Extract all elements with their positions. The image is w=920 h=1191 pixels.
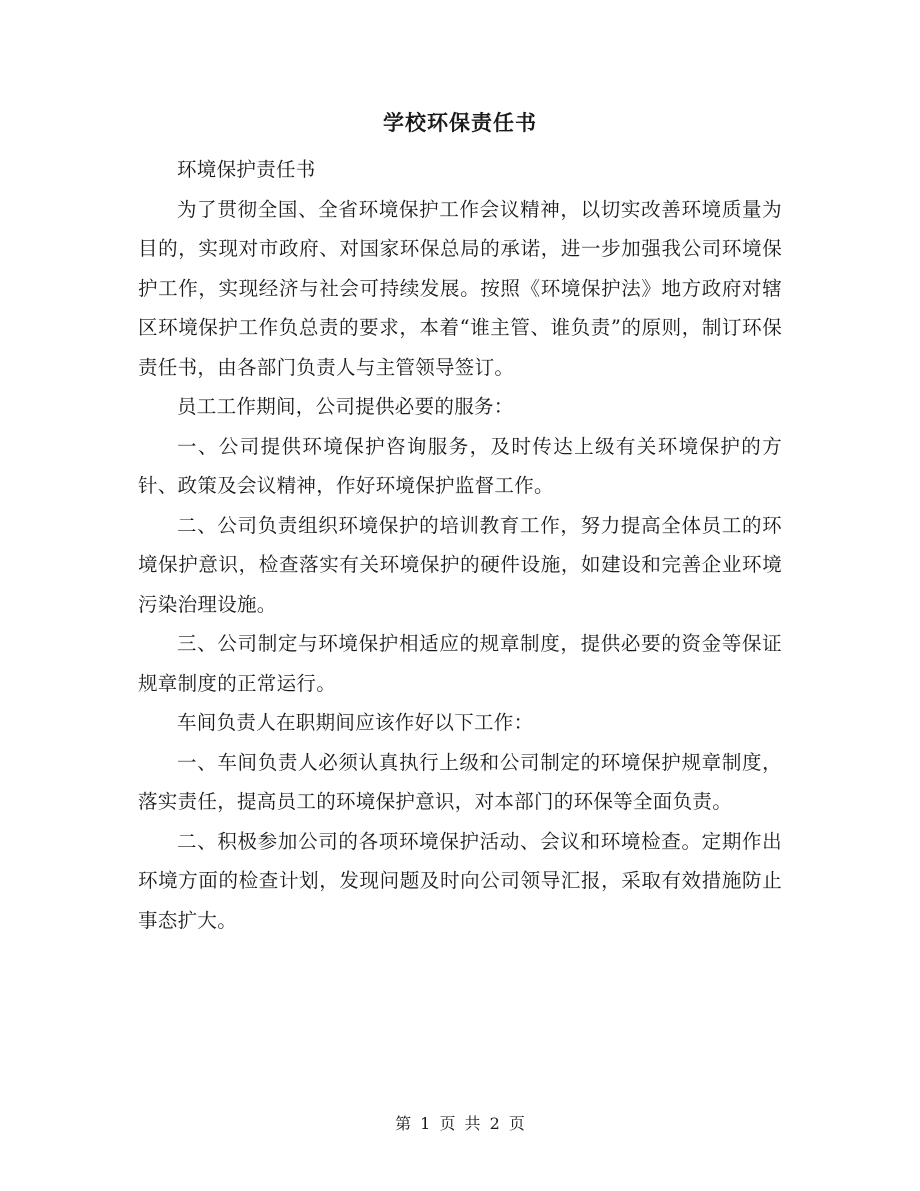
paragraph-company-service-1: 一、公司提供环境保护咨询服务，及时传达上级有关环境保护的方针、政策及会议精神，作好环境保护监督工作。 [138,434,782,497]
document-body [138,150,782,940]
paragraph-workshop-duty-1: 一、车间负责人必须认真执行上级和公司制定的环境保护规章制度，落实责任，提高员工的环境保护意识，对本部门的环保等全面负责。 [138,750,782,813]
document-title: 学校环保责任书 [383,110,537,135]
document-page [138,0,782,1191]
paragraph-intro: 为了贯彻全国、全省环境保护工作会议精神，以切实改善环境质量为目的，实现对市政府、对国家环保总局的承诺，进一步加强我公司环境保护工作，实现经济与社会可持续发展。按照《环境保护法》地方政府对辖区环境保护工作负总责的要求，本着“谁主管、谁负责”的原则，制订环保责任书，由各部门负责人与主管领导签订。 [138,197,782,379]
paragraph-workshop-duties-heading: 车间负责人在职期间应该作好以下工作： [177,711,534,734]
paragraph-workshop-duty-2: 二、积极参加公司的各项环境保护活动、会议和环境检查。定期作出环境方面的检查计划，发现问题及时向公司领导汇报，采取有效措施防止事态扩大。 [138,829,782,932]
paragraph-subtitle: 环境保护责任书 [177,158,316,181]
paragraph-company-service-2: 二、公司负责组织环境保护的培训教育工作，努力提高全体员工的环境保护意识，检查落实有关环境保护的硬件设施，如建设和完善企业环境污染治理设施。 [138,513,782,616]
paragraph-company-services-heading: 员工工作期间，公司提供必要的服务： [177,395,514,418]
paragraph-company-service-3: 三、公司制定与环境保护相适应的规章制度，提供必要的资金等保证规章制度的正常运行。 [138,632,782,695]
page-number-footer: 第 1 页 共 2 页 [395,1114,525,1133]
